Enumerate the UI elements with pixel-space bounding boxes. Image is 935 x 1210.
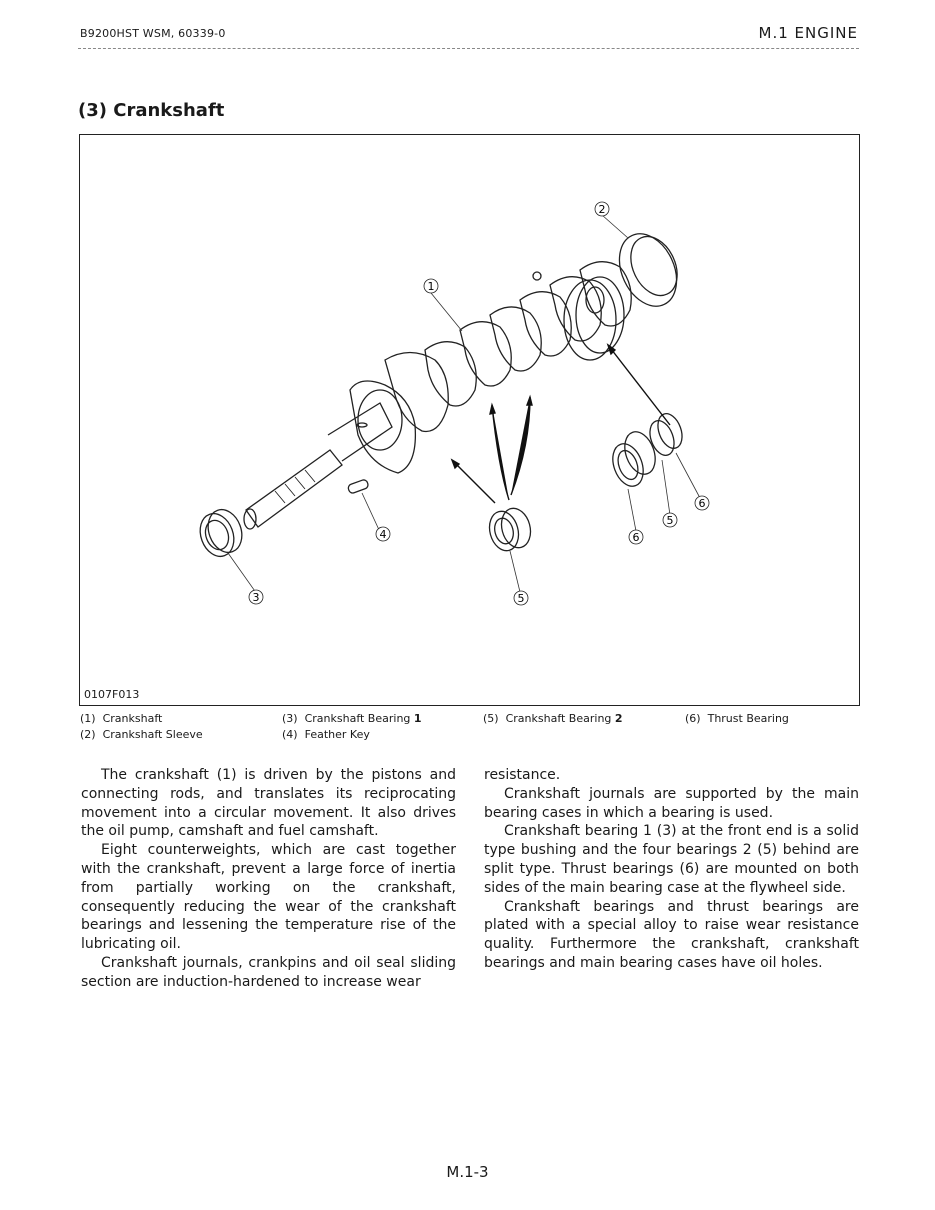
svg-text:1: 1 bbox=[427, 280, 435, 293]
paragraph: Crankshaft journals are supported by the main bearing cases in which a bearing is used. bbox=[484, 785, 859, 821]
paragraph: Crankshaft bearings and thrust bearings are plated with a special alloy to raise wear resistance quality. Furthermore the crankshaft, crankshaft bearings and main bearing cases have oil holes. bbox=[484, 898, 859, 971]
paragraph-continuation: resistance. bbox=[484, 767, 561, 783]
body-column-left bbox=[81, 766, 456, 992]
callout-1 bbox=[424, 279, 438, 293]
svg-text:5: 5 bbox=[666, 514, 674, 527]
legend-item: (3) Crankshaft Bearing 1 bbox=[282, 712, 422, 725]
svg-text:6: 6 bbox=[632, 531, 640, 544]
svg-text:4: 4 bbox=[379, 528, 387, 541]
paragraph: Crankshaft bearing 1 (3) at the front end is a solid type bushing and the four bearings 2 (5) behind are split type. Thrust bearings (6) are mounted on both sides of the main bearing case at the flywheel side. bbox=[484, 823, 859, 896]
svg-text:2: 2 bbox=[598, 203, 606, 216]
header-rule bbox=[78, 48, 859, 49]
figure-code: 0107F013 bbox=[84, 688, 140, 701]
callout-6-left bbox=[629, 530, 643, 544]
body-column-right bbox=[484, 766, 859, 973]
page-number: M.1-3 bbox=[446, 1163, 489, 1181]
header-section: M.1 ENGINE bbox=[758, 24, 858, 42]
legend-item: (5) Crankshaft Bearing 2 bbox=[483, 712, 623, 725]
figure-callouts bbox=[249, 202, 709, 605]
legend-item: (1) Crankshaft bbox=[80, 712, 163, 725]
legend-item: (6) Thrust Bearing bbox=[685, 712, 789, 725]
paragraph: Crankshaft journals, crankpins and oil seal sliding section are induction-hardened to increase wear bbox=[81, 954, 456, 990]
svg-text:5: 5 bbox=[517, 592, 525, 605]
paragraph: Eight counterweights, which are cast together with the crankshaft, prevent a large force of inertia from partially working on the crankshaft, consequently reducing the wear of the crankshaft bearings and lessening the temperature rise of the lubricating oil. bbox=[81, 842, 456, 953]
svg-text:6: 6 bbox=[698, 497, 706, 510]
crankshaft-figure bbox=[79, 134, 860, 706]
callout-5-thrust bbox=[663, 513, 677, 527]
assembly-arrows bbox=[452, 345, 670, 503]
callout-6-right bbox=[695, 496, 709, 510]
svg-text:3: 3 bbox=[252, 591, 260, 604]
callout-5-lower bbox=[514, 591, 528, 605]
crankshaft-illustration bbox=[80, 135, 861, 707]
header-doc-ref: B9200HST WSM, 60339-0 bbox=[80, 27, 226, 40]
section-title: (3) Crankshaft bbox=[78, 100, 225, 121]
callout-4 bbox=[376, 527, 390, 541]
callout-2 bbox=[595, 202, 609, 216]
callout-3 bbox=[249, 590, 263, 604]
paragraph: The crankshaft (1) is driven by the pistons and connecting rods, and translates its reciprocating movement into a circular movement. It also drives the oil pump, camshaft and fuel camshaft. bbox=[81, 767, 456, 840]
legend-item: (4) Feather Key bbox=[282, 728, 370, 741]
legend-item: (2) Crankshaft Sleeve bbox=[80, 728, 203, 741]
crankshaft-drawing bbox=[194, 225, 687, 562]
